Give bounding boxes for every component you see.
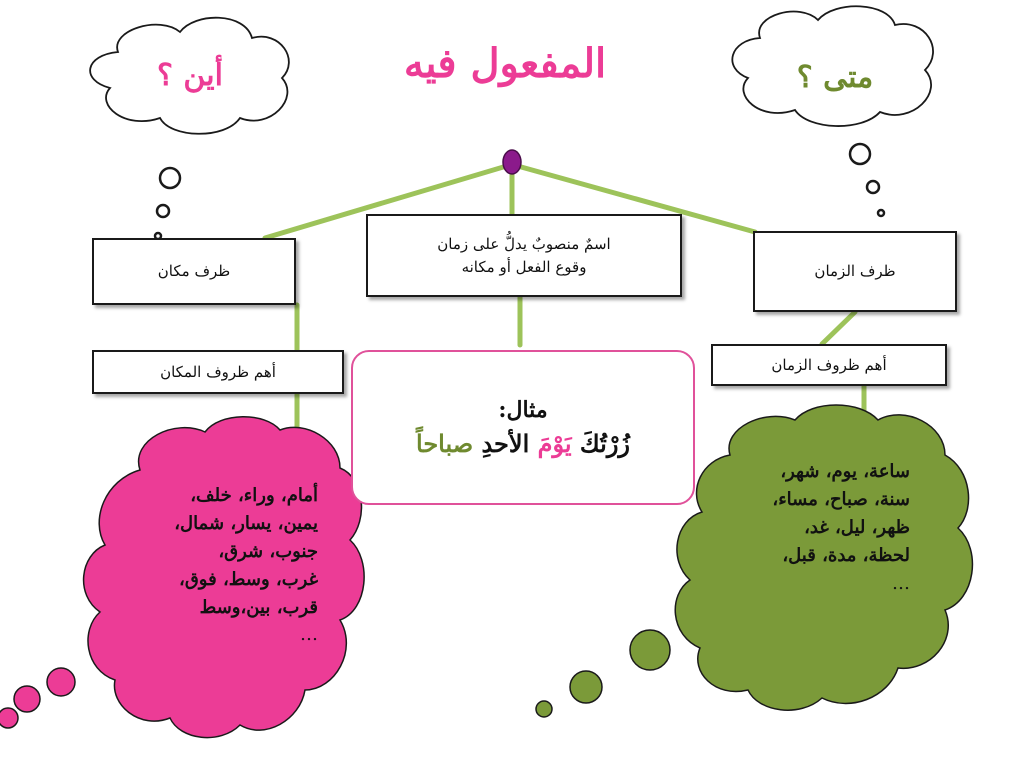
time-adverb-list	[710, 458, 910, 597]
place-list-title: أهم ظروف المكان	[160, 362, 276, 381]
place-adverb-label: ظرف مكان	[157, 262, 231, 281]
time-list-title: أهم ظروف الزمان	[771, 355, 887, 374]
thought-bubbles-right	[850, 144, 884, 216]
list-item: ظهر، ليل، غد،	[804, 516, 910, 538]
list-item: …	[892, 572, 910, 594]
definition-box	[366, 214, 682, 297]
list-item: قرب، بين،وسط	[199, 596, 318, 618]
example-noun: الأحدِ	[481, 429, 530, 458]
question-where: أين ؟	[157, 58, 223, 93]
time-adverb-label: ظرف الزمان	[814, 262, 896, 281]
example-adverb: صباحاً	[416, 429, 474, 458]
place-adverb-list	[118, 482, 318, 649]
time-adverb-box	[753, 231, 957, 312]
list-item: يمين، يسار، شمال،	[174, 512, 318, 534]
place-adverb-box	[92, 238, 296, 305]
example-verb: زُرْتُكَ	[579, 429, 630, 458]
definition-line-1: اسمٌ منصوبٌ يدلُّ على زمان	[437, 235, 611, 253]
connector-time-list	[822, 312, 855, 344]
list-item: سنة، صباح، مساء،	[772, 488, 910, 510]
time-list-title-box	[711, 344, 947, 386]
place-cloud-bubbles	[0, 668, 75, 728]
example-box	[351, 350, 695, 505]
top-node	[503, 150, 521, 174]
page-title: المفعول فيه	[403, 40, 607, 87]
definition-line-2: وقوع الفعل أو مكانه	[461, 257, 587, 276]
time-cloud-bubbles	[536, 630, 670, 717]
example-zarf: يَوْمَ	[537, 429, 572, 458]
example-sentence	[353, 429, 693, 458]
list-item: غرب، وسط، فوق،	[179, 568, 318, 590]
list-item: أمام، وراء، خلف،	[190, 485, 318, 506]
example-label: مثال:	[498, 397, 548, 423]
list-item: ساعة، يوم، شهر،	[780, 461, 910, 482]
list-item: …	[300, 624, 318, 646]
thought-bubbles-left	[155, 168, 180, 239]
question-when: متى ؟	[796, 60, 874, 95]
list-item: جنوب، شرق،	[218, 540, 318, 562]
list-item: لحظة، مدة، قبل،	[782, 544, 910, 566]
place-list-title-box	[92, 350, 344, 394]
